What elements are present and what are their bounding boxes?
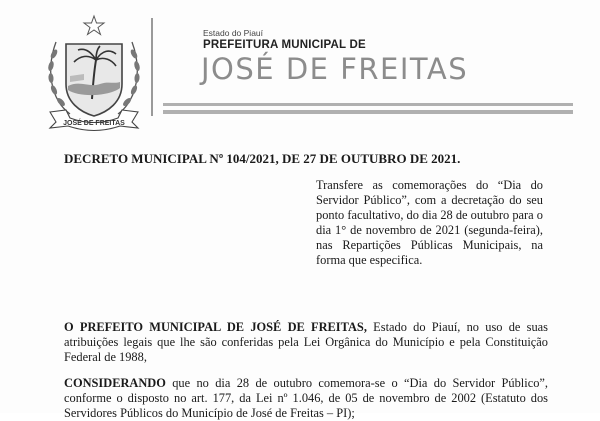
header-divider: [151, 18, 153, 116]
header-prefeitura: PREFEITURA MUNICIPAL DE: [203, 39, 366, 51]
decree-ementa: Transfere as comemorações do “Dia do Servidor Público”, com a decretação do seu ponto facultativo, do dia 28 de outubro para o dia 1° de novembro de 2021 (segunda-feira), nas Repartições Públicas Municipais, na forma que especifica.: [316, 178, 543, 267]
paragraph-prefeito: [64, 320, 548, 365]
paragraph-prefeito-text: Estado do Piauí, no uso de suas atribuições legais que lhe são conferidas pela Lei Orgânica do Município e pela Constituição Federal de 1988,: [64, 320, 548, 364]
paragraph-considerando-text: que no dia 28 de outubro comemora-se o “Dia do Servidor Público”, conforme o disposto no art. 177, da Lei nº 1.046, de 05 de novembro de 2002 (Estatuto dos Servidores Públicos do Município de José de Freitas – PI);: [64, 376, 548, 420]
header-rule-top: [163, 103, 573, 106]
header-rule-bottom: [163, 110, 573, 114]
header-city-name: JOSÉ DE FREITAS: [201, 52, 469, 86]
paragraph-prefeito-lead: O PREFEITO MUNICIPAL DE JOSÉ DE FREITAS,: [64, 320, 367, 334]
crest-ribbon-text: JOSÉ DE FREITAS: [63, 120, 125, 127]
decree-title: DECRETO MUNICIPAL Nº 104/2021, DE 27 DE OUTUBRO DE 2021.: [64, 151, 461, 166]
paragraph-considerando: [64, 376, 548, 421]
header-state: Estado do Piauí: [203, 28, 264, 38]
municipal-crest-icon: [40, 14, 148, 132]
paragraph-considerando-lead: CONSIDERANDO: [64, 376, 166, 390]
